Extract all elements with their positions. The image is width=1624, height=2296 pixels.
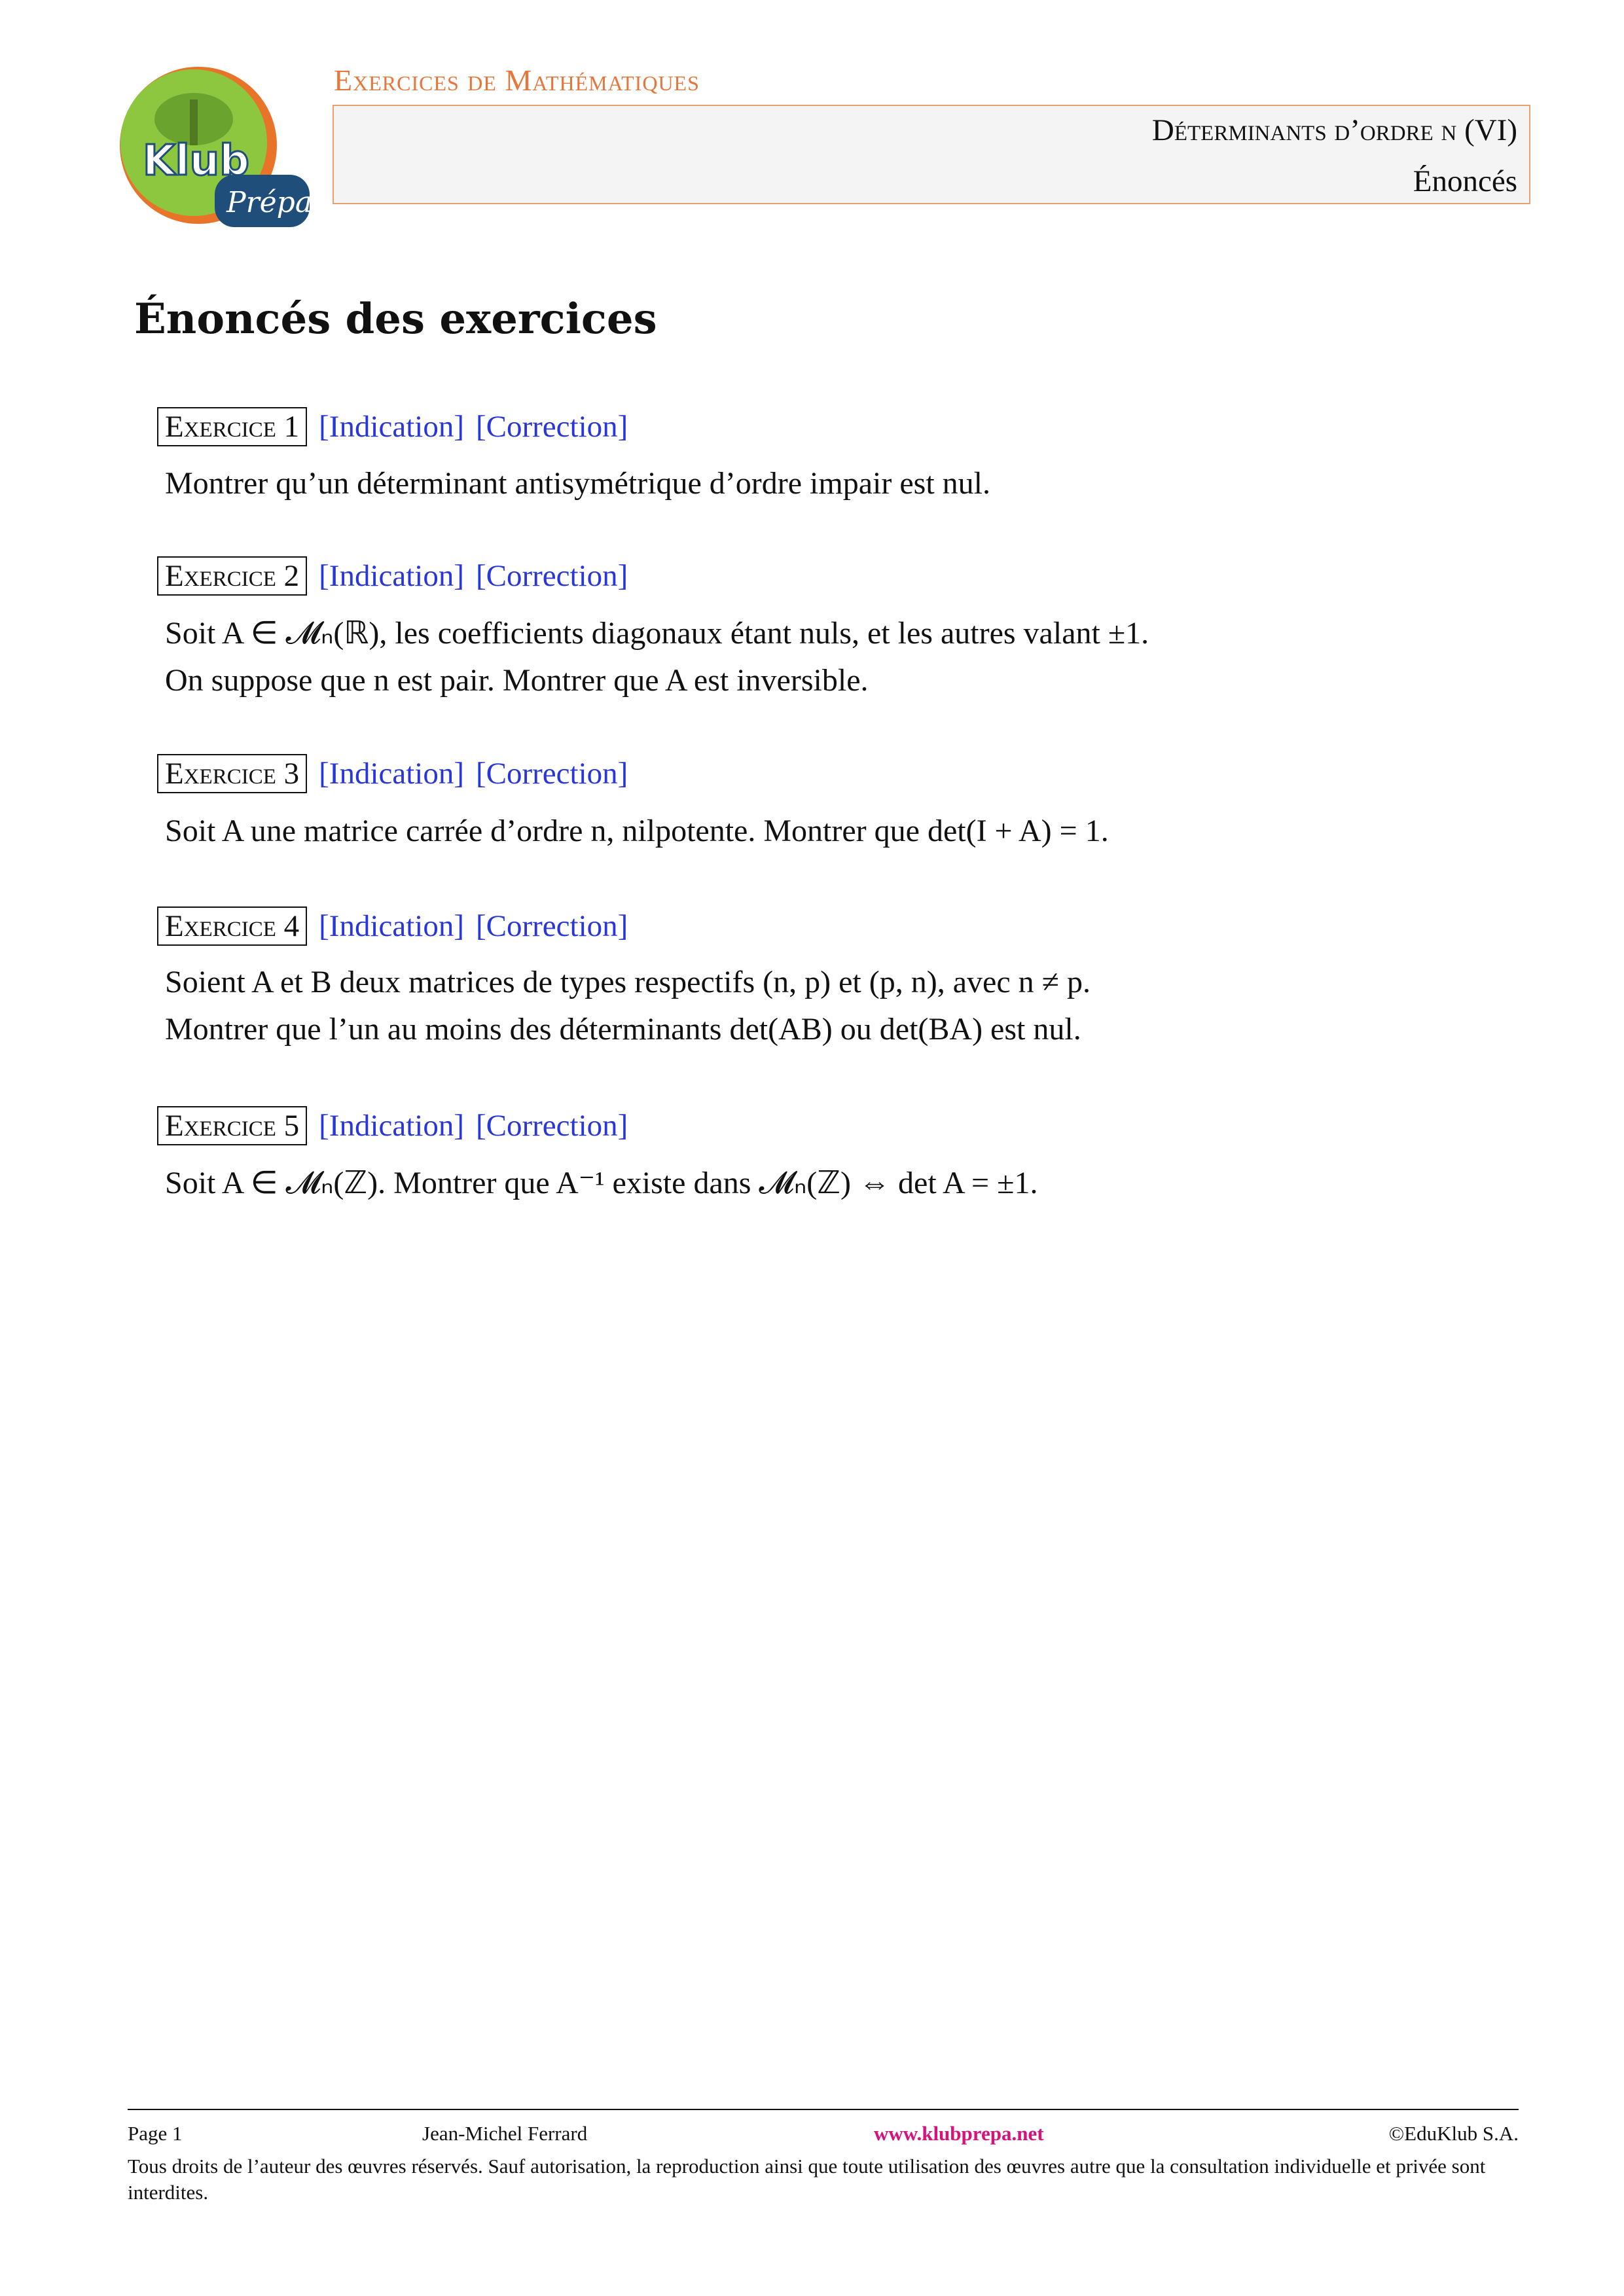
footer-note: Tous droits de l’auteur des œuvres réservés. Sauf autorisation, la reproduction ainsi que toute utilisation des œuvres autre que la consultation individuelle et privée sont interdites.: [128, 2155, 1486, 2204]
indication-link[interactable]: [Indication]: [319, 1109, 464, 1143]
correction-link[interactable]: [Correction]: [476, 559, 628, 593]
indication-link[interactable]: [Indication]: [319, 757, 464, 791]
exercise-4-header: [157, 906, 628, 946]
exercise-5-header: [157, 1106, 628, 1145]
indication-link[interactable]: [Indication]: [319, 909, 464, 943]
exercise-1-text: Montrer qu’un déterminant antisymétrique d’ordre impair est nul.: [165, 466, 990, 501]
indication-link[interactable]: [Indication]: [319, 559, 464, 593]
footer-copyright: ©EduKlub S.A.: [1388, 2122, 1519, 2145]
series-title: Exercices de Mathématiques: [334, 63, 700, 97]
exercise-label: Exercice 5: [157, 1106, 307, 1145]
correction-link[interactable]: [Correction]: [476, 909, 628, 943]
exercise-label: Exercice 3: [157, 754, 307, 793]
exercise-3-text: Soit A une matrice carrée d’ordre n, nilpotente. Montrer que det(I + A) = 1.: [165, 814, 1109, 848]
correction-link[interactable]: [Correction]: [476, 410, 628, 444]
document-subtitle: Énoncés: [1413, 164, 1517, 198]
exercise-5-text: Soit A ∈ 𝓜ₙ(ℤ). Montrer que A⁻¹ existe dans 𝓜ₙ(ℤ) ⇔ det A = ±1.: [165, 1166, 1038, 1200]
exercise-label: Exercice 4: [157, 906, 307, 946]
exercise-2-header: [157, 556, 628, 596]
header-box: [333, 105, 1530, 204]
exercise-2-text: Soit A ∈ 𝓜ₙ(ℝ), les coefficients diagonaux étant nuls, et les autres valant ±1. On suppose que n est pair. Montrer que A est inversible.: [165, 616, 1149, 698]
footer-rule: [128, 2109, 1519, 2110]
exercise-1-header: [157, 407, 628, 446]
correction-link[interactable]: [Correction]: [476, 1109, 628, 1143]
footer-url[interactable]: www.klubprepa.net: [874, 2122, 1044, 2145]
svg-text:Prépa: Prépa: [226, 186, 313, 219]
svg-text:Klub: Klub: [143, 137, 249, 185]
footer-author: Jean-Michel Ferrard: [422, 2122, 588, 2145]
klub-prepa-logo: [117, 60, 313, 230]
exercise-label: Exercice 1: [157, 407, 307, 446]
correction-link[interactable]: [Correction]: [476, 757, 628, 791]
exercise-4-text: Soient A et B deux matrices de types respectifs (n, p) et (p, n), avec n ≠ p. Montrer que l’un au moins des déterminants det(AB) ou det(BA) est nul.: [165, 965, 1091, 1047]
exercise-label: Exercice 2: [157, 556, 307, 596]
document-title: Déterminants d’ordre n (VI): [1151, 113, 1517, 147]
exercise-3-header: [157, 754, 628, 793]
section-heading: Énoncés des exercices: [134, 295, 657, 344]
footer-page: Page 1: [128, 2122, 183, 2145]
indication-link[interactable]: [Indication]: [319, 410, 464, 444]
